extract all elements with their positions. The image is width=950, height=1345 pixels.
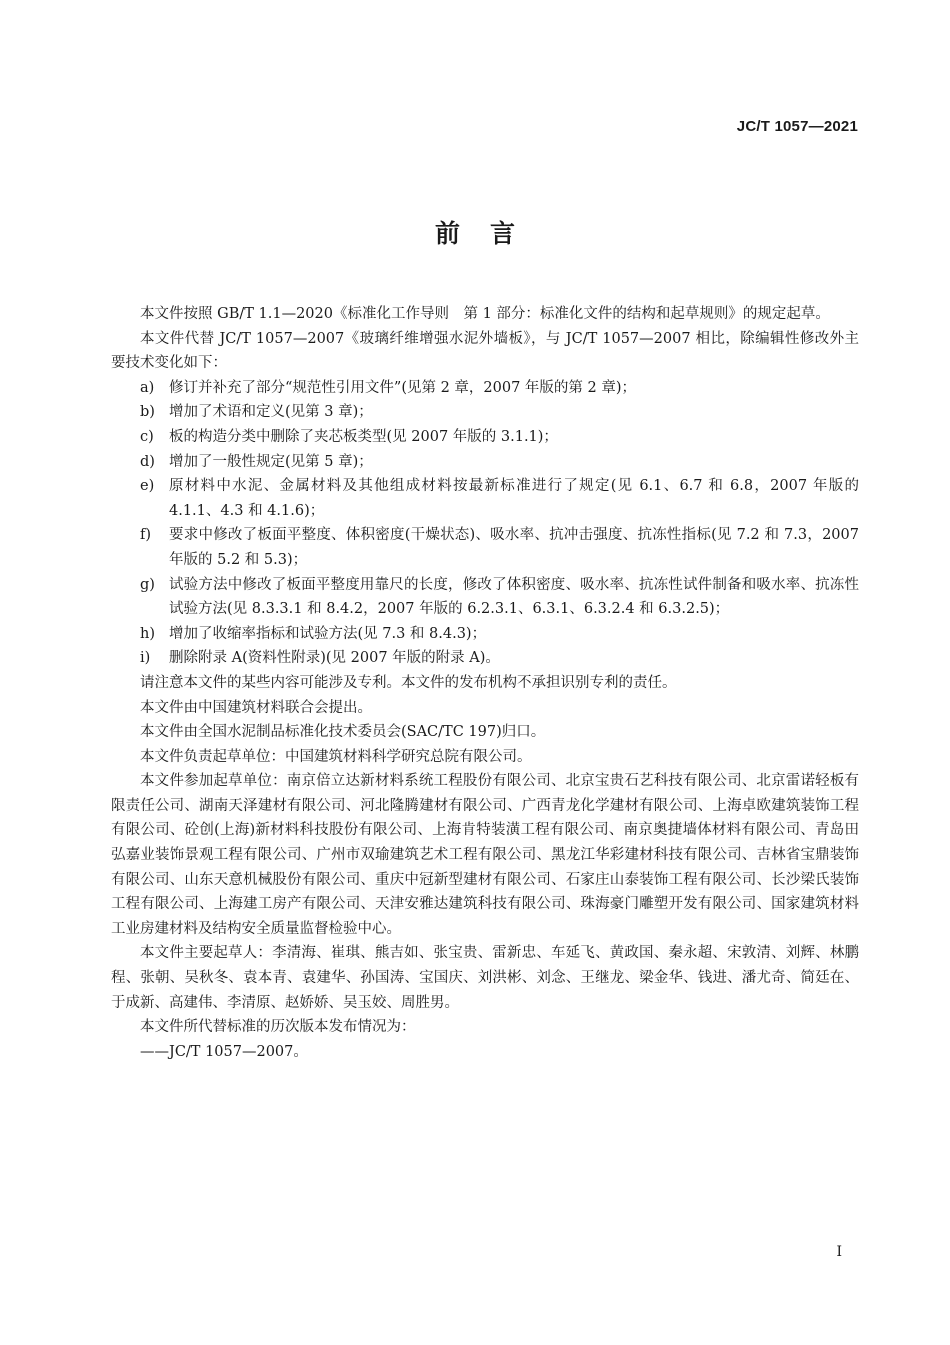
list-text: 原材料中水泥、金属材料及其他组成材料按最新标准进行了规定(见 6.1、6.7 和 6.8，2007 年版的 4.1.1、4.3 和 4.1.6)；: [169, 478, 859, 519]
list-text: 板的构造分类中删除了夹芯板类型(见 2007 年版的 3.1.1)；: [169, 428, 558, 445]
list-marker: a): [140, 379, 155, 396]
version-history-intro: 本文件所代替标准的历次版本发布情况为：: [140, 1019, 416, 1036]
list-item: [111, 425, 859, 450]
version-history-item: ——JC/T 1057—2007。: [140, 1043, 308, 1060]
participating-units: 本文件参加起草单位：南京倍立达新材料系统工程股份有限公司、北京宝贵石艺科技有限公司、北京雷诺轻板有限责任公司、湖南天泽建材有限公司、河北隆腾建材有限公司、广西青龙化学建材有限公司、上海卓欧建筑装饰工程有限公司、砼创(上海)新材料科技股份有限公司、上海肯特装潢工程有限公司、南京奥捷墙体材料有限公司、青岛田弘嘉业装饰景观工程有限公司、广州市双瑜建筑艺术工程有限公司、黑龙江华彩建材科技有限公司、吉林省宝鼎装饰有限公司、山东天意机械股份有限公司、重庆中冠新型建材有限公司、石家庄山泰装饰工程有限公司、长沙梁氏装饰工程有限公司、上海建工房产有限公司、天津安雅达建筑科技有限公司、珠海豪门雕塑开发有限公司、国家建筑材料工业房建材料及结构安全质量监督检验中心。: [111, 773, 859, 937]
list-marker: f): [140, 527, 152, 544]
list-item: [111, 646, 859, 671]
lead-drafter-unit: 本文件负责起草单位：中国建筑材料科学研究总院有限公司。: [140, 748, 532, 765]
list-item: [111, 450, 859, 475]
list-marker: e): [140, 478, 155, 495]
list-marker: h): [140, 625, 155, 642]
paragraph: 本文件按照 GB/T 1.1—2020《标准化工作导则 第 1 部分：标准化文件的结构和起草规则》的规定起草。: [140, 306, 830, 322]
list-item: [111, 400, 859, 425]
list-marker: g): [140, 576, 155, 593]
list-text: 修订并补充了部分“规范性引用文件”(见第 2 章，2007 年版的第 2 章)；: [169, 379, 637, 396]
list-text: 增加了术语和定义(见第 3 章)；: [169, 404, 373, 421]
list-text: 增加了收缩率指标和试验方法(见 7.3 和 8.4.3)；: [169, 625, 487, 642]
list-text: 试验方法中修改了板面平整度用靠尺的长度，修改了体积密度、吸水率、抗冻性试件制备和吸水率、抗冻性试验方法(见 8.3.3.1 和 8.4.2，2007 年版的 6.2.3.1、6.3.1、6.3.2.4 和 6.3.2.5)；: [169, 576, 859, 618]
list-text: 增加了一般性规定(见第 5 章)；: [169, 453, 373, 470]
list-item: [111, 622, 859, 647]
committee-statement: 本文件由全国水泥制品标准化技术委员会(SAC/TC 197)归口。: [140, 724, 546, 741]
patent-notice: 请注意本文件的某些内容可能涉及专利。本文件的发布机构不承担识别专利的责任。: [140, 674, 677, 691]
preface-content: [111, 302, 859, 1064]
main-drafters: 本文件主要起草人：李清海、崔琪、熊吉如、张宝贵、雷新忠、车延飞、黄政国、秦永超、宋敦清、刘辉、林鹏程、张朝、吴秋冬、袁本青、袁建华、孙国涛、宝国庆、刘洪彬、刘念、王继龙、梁金华、钱进、潘尤奇、简廷在、于成新、高建伟、李清原、赵娇娇、吴玉姣、周胜男。: [111, 945, 859, 1011]
list-marker: d): [140, 453, 155, 470]
list-text: 要求中修改了板面平整度、体积密度(干燥状态)、吸水率、抗冲击强度、抗冻性指标(见 7.2 和 7.3，2007 年版的 5.2 和 5.3)；: [169, 527, 859, 568]
proposer-statement: 本文件由中国建筑材料联合会提出。: [140, 699, 372, 716]
page-number: I: [836, 1244, 842, 1260]
list-item: [111, 573, 859, 622]
list-item: [111, 376, 859, 401]
list-item: [111, 474, 859, 523]
list-item: [111, 523, 859, 572]
list-marker: b): [140, 404, 155, 421]
list-text: 删除附录 A(资料性附录)(见 2007 年版的附录 A)。: [169, 650, 500, 667]
paragraph: 本文件代替 JC/T 1057—2007《玻璃纤维增强水泥外墙板》，与 JC/T 1057—2007 相比，除编辑性修改外主要技术变化如下：: [111, 330, 859, 372]
standard-code: JC/T 1057—2021: [736, 118, 858, 135]
list-marker: i): [140, 650, 151, 667]
page-title: 前言: [434, 219, 545, 248]
list-marker: c): [140, 428, 154, 445]
